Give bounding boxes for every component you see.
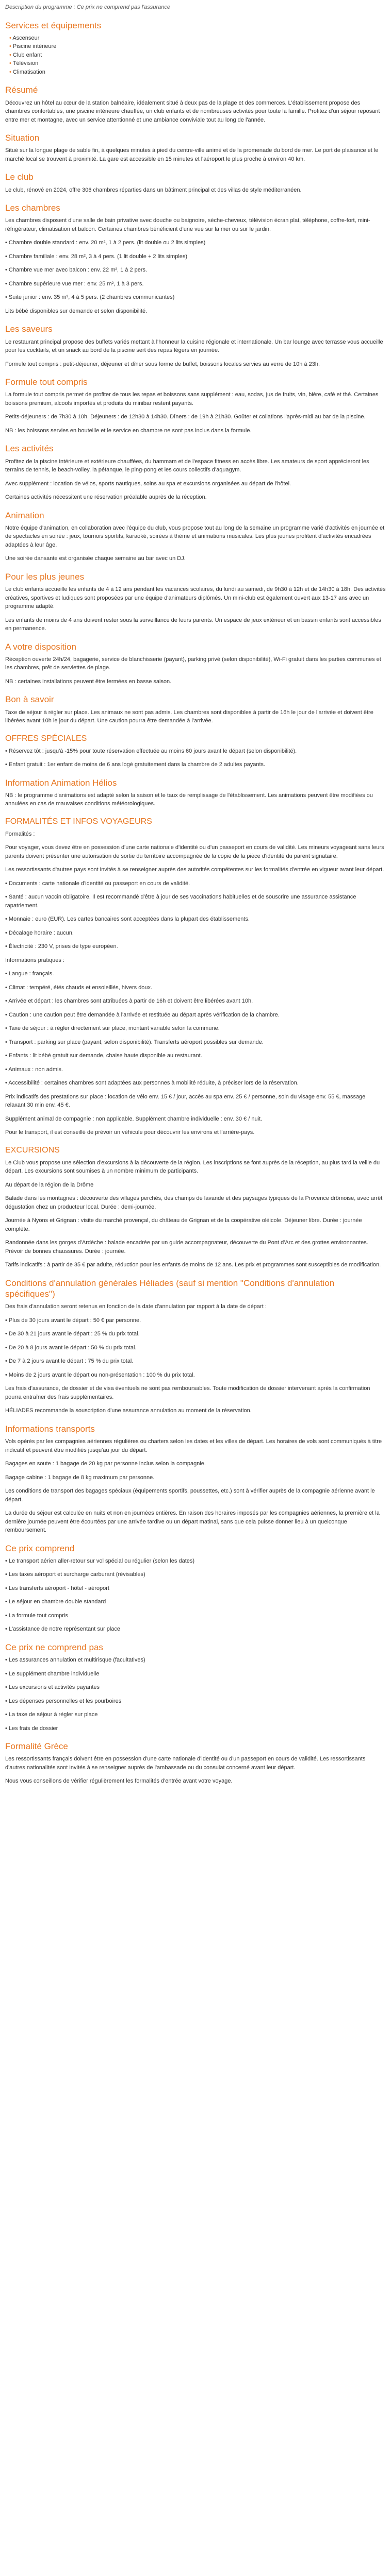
- section-paragraph: • Les excursions et activités payantes: [5, 1684, 100, 1690]
- section-16: [5, 1278, 386, 1415]
- section-17: [5, 1423, 386, 1535]
- section-paragraph: • Enfant gratuit : 1er enfant de moins de 6 ans logé gratuitement dans la chambre de 2 adultes payants.: [5, 761, 266, 768]
- amenity-item: • Climatisation: [9, 68, 386, 77]
- section-18: [5, 1543, 386, 1634]
- section-paragraph: • Caution : une caution peut être demandée à l'arrivée et restituée au départ après vérification de la chambre.: [5, 1011, 280, 1018]
- section-paragraph: Prix indicatifs des prestations sur place : location de vélo env. 15 € / jour, accès au spa env. 25 € / personne, soin du visage env. 55 €, massage relaxant 30 min env. 45 €.: [5, 1093, 366, 1109]
- section-paragraph: • Chambre supérieure vue mer : env. 25 m², 1 à 3 pers.: [5, 280, 144, 287]
- section-paragraph: Les conditions de transport des bagages spéciaux (équipements sportifs, poussettes, etc.) sont à vérifier auprès de la compagnie aérienne avant le départ.: [5, 1488, 375, 1503]
- section-title: A votre disposition: [5, 641, 76, 652]
- section-paragraph: Randonnée dans les gorges d'Ardèche : balade encadrée par un guide accompagnateur, découverte du Pont d'Arc et des grottes environnantes. Prévoir de bonnes chaussures. Durée : journée.: [5, 1240, 368, 1255]
- section-paragraph: Une soirée dansante est organisée chaque semaine au bar avec un DJ.: [5, 555, 186, 562]
- section-5: [5, 324, 386, 368]
- section-paragraph: • Les taxes aéroport et surcharge carburant (révisables): [5, 1571, 145, 1578]
- section-paragraph: • Les dépenses personnelles et les pourboires: [5, 1698, 122, 1704]
- section-paragraph: Pour voyager, vous devez être en possession d'une carte nationale d'identité ou d'un passeport en cours de validité. Les mineurs voyageant sans leurs parents doivent présenter une autorisation de sortie du territoire accompagnée de la copie de la pièce d'identité du parent signataire.: [5, 844, 384, 859]
- section-13: [5, 777, 386, 808]
- section-title: FORMALITÉS ET INFOS VOYAGEURS: [5, 817, 152, 826]
- section-paragraph: Lits bébé disponibles sur demande et selon disponibilité.: [5, 308, 148, 314]
- section-paragraph: • Le séjour en chambre double standard: [5, 1599, 106, 1605]
- section-paragraph: • Accessibilité : certaines chambres sont adaptées aux personnes à mobilité réduite, à préciser lors de la réservation.: [5, 1080, 299, 1087]
- amenity-list: [9, 34, 386, 77]
- section-paragraph: • Le supplément chambre individuelle: [5, 1670, 100, 1677]
- section-paragraph: Les frais d'assurance, de dossier et de visa éventuels ne sont pas remboursables. Toute modification de dossier intervenant après la confirmation pourra entraîner des frais supplémentaires.: [5, 1385, 370, 1400]
- section-paragraph: • Les transferts aéroport - hôtel - aéroport: [5, 1585, 109, 1591]
- section-paragraph: Les enfants de moins de 4 ans doivent rester sous la surveillance de leurs parents. Un espace de jeux extérieur et un bassin enfants sont accessibles en permanence.: [5, 617, 381, 632]
- section-6: [5, 377, 386, 435]
- section-paragraph: • Les assurances annulation et multirisque (facultatives): [5, 1657, 145, 1663]
- section-paragraph: • Chambre double standard : env. 20 m², 1 à 2 pers. (lit double ou 2 lits simples): [5, 240, 206, 246]
- section-paragraph: Au départ de la région de la Drôme: [5, 1181, 94, 1188]
- section-paragraph: Journée à Nyons et Grignan : visite du marché provençal, du château de Grignan et de la coopérative oléicole. Déjeuner libre. Durée : journée complète.: [5, 1217, 362, 1232]
- section-paragraph: • Documents : carte nationale d'identité ou passeport en cours de validité.: [5, 880, 190, 887]
- section-paragraph: • Le transport aérien aller-retour sur vol spécial ou régulier (selon les dates): [5, 1557, 195, 1564]
- section-3: [5, 172, 386, 194]
- section-title: Formalité Grèce: [5, 1741, 68, 1751]
- section-20: [5, 1741, 386, 1786]
- section-paragraph: NB : certaines installations peuvent être fermées en basse saison.: [5, 678, 172, 685]
- section-paragraph: Bagages en soute : 1 bagage de 20 kg par personne inclus selon la compagnie.: [5, 1461, 206, 1467]
- section-title: EXCURSIONS: [5, 1145, 60, 1155]
- section-0: [5, 20, 386, 77]
- section-paragraph: Avec supplément : location de vélos, sports nautiques, soins au spa et excursions organisées au départ de l'hôtel.: [5, 480, 291, 487]
- section-paragraph: Réception ouverte 24h/24, bagagerie, service de blanchisserie (payant), parking privé (selon disponibilité), Wi-Fi gratuit dans les parties communes et les chambres, prêt de serviettes de plage.: [5, 656, 381, 671]
- section-title: Le club: [5, 172, 34, 182]
- section-title: Ce prix ne comprend pas: [5, 1642, 103, 1652]
- section-paragraph: Supplément animal de compagnie : non applicable. Supplément chambre individuelle : env. 30 € / nuit.: [5, 1115, 263, 1122]
- section-1: [5, 84, 386, 124]
- section-paragraph: • Chambre vue mer avec balcon : env. 22 m², 1 à 2 pers.: [5, 267, 148, 274]
- section-title: Informations transports: [5, 1423, 95, 1434]
- section-paragraph: La durée du séjour est calculée en nuits et non en journées entières. En raison des horaires imposés par les compagnies aériennes, la première et la dernière journée peuvent être écourtées par une arrivée tardive ou un départ matinal, sans que cela puisse donner lieu à un quelconque remboursement.: [5, 1510, 380, 1533]
- section-paragraph: Taxe de séjour à régler sur place. Les animaux ne sont pas admis. Les chambres sont disponibles à partir de 16h le jour de l'arrivée et doivent être libérées avant 10h le jour du départ. Une caution pourra être demandée à l'arrivée.: [5, 709, 373, 724]
- section-title: Conditions d'annulation générales Héliades (sauf si mention "Conditions d'annulation spécifiques"): [5, 1278, 335, 1299]
- section-title: OFFRES SPÉCIALES: [5, 734, 87, 743]
- section-10: [5, 641, 386, 686]
- section-paragraph: Les chambres disposent d'une salle de bain privative avec douche ou baignoire, sèche-cheveux, télévision écran plat, téléphone, coffre-fort, mini-réfrigérateur, climatisation et balcon. Certaines chambres bénéficient d'une vue sur la mer ou sur le jardin.: [5, 217, 370, 232]
- section-paragraph: • Réservez tôt : jusqu'à -15% pour toute réservation effectuée au moins 60 jours avant le départ (selon disponibilité).: [5, 748, 297, 754]
- section-paragraph: • Enfants : lit bébé gratuit sur demande, chaise haute disponible au restaurant.: [5, 1053, 202, 1059]
- amenity-item: • Club enfant: [9, 51, 386, 60]
- section-title: Animation: [5, 510, 44, 520]
- top-note: Description du programme : Ce prix ne comprend pas l'assurance: [5, 4, 171, 10]
- section-paragraph: Bagage cabine : 1 bagage de 8 kg maximum par personne.: [5, 1474, 155, 1481]
- section-paragraph: • De 30 à 21 jours avant le départ : 25 % du prix total.: [5, 1331, 140, 1337]
- section-paragraph: NB : le programme d'animations est adapté selon la saison et le taux de remplissage de l'établissement. Les animations peuvent être modifiées ou annulées en cas de mauvaises conditions météorologiques.: [5, 792, 373, 807]
- section-title: Les saveurs: [5, 324, 53, 334]
- section-paragraph: Informations pratiques :: [5, 957, 64, 963]
- section-19: [5, 1642, 386, 1733]
- amenity-item: • Piscine intérieure: [9, 42, 386, 51]
- section-paragraph: NB : les boissons servies en bouteille et le service en chambre ne sont pas inclus dans la formule.: [5, 427, 252, 434]
- section-paragraph: Le restaurant principal propose des buffets variés mettant à l'honneur la cuisine régionale et internationale. Un bar lounge avec terrasse vous accueille pour les cocktails, et un snack au bord de la piscine sert des repas légers en journée.: [5, 338, 383, 353]
- section-paragraph: • Électricité : 230 V, prises de type européen.: [5, 943, 118, 950]
- section-paragraph: • Transport : parking sur place (payant, selon disponibilité). Transferts aéroport possibles sur demande.: [5, 1039, 264, 1045]
- section-paragraph: Formule tout compris : petit-déjeuner, déjeuner et dîner sous forme de buffet, boissons locales servies au verre de 10h à 23h.: [5, 361, 320, 367]
- section-title: Ce prix comprend: [5, 1543, 75, 1553]
- section-paragraph: • Les frais de dossier: [5, 1725, 58, 1732]
- section-2: [5, 132, 386, 163]
- section-paragraph: • Langue : français.: [5, 971, 54, 977]
- section-paragraph: • Animaux : non admis.: [5, 1066, 63, 1073]
- section-title: Résumé: [5, 85, 38, 95]
- section-paragraph: • Taxe de séjour : à régler directement sur place, montant variable selon la commune.: [5, 1025, 220, 1032]
- section-paragraph: Découvrez un hôtel au cœur de la station balnéaire, idéalement situé à deux pas de la plage et des commerces. L'établissement propose des chambres confortables, une piscine intérieure chauffée, un club enfants et de nombreuses activités pour toute la famille. Profitez d'un séjour reposant entre mer et montagne, avec un service attentionné et une ambiance conviviale tout au long de l'année.: [5, 99, 380, 123]
- section-paragraph: Les ressortissants d'autres pays sont invités à se renseigner auprès des autorités compétentes sur les formalités d'entrée en vigueur avant leur départ.: [5, 867, 384, 873]
- section-title: Services et équipements: [5, 20, 102, 30]
- section-paragraph: HÉLIADES recommande la souscription d'une assurance annulation au moment de la réservation.: [5, 1408, 252, 1414]
- section-paragraph: • De 7 à 2 jours avant le départ : 75 % du prix total.: [5, 1358, 134, 1365]
- amenity-item: • Télévision: [9, 59, 386, 68]
- section-paragraph: • Moins de 2 jours avant le départ ou non-présentation : 100 % du prix total.: [5, 1371, 195, 1378]
- section-paragraph: • Climat : tempéré, étés chauds et ensoleillés, hivers doux.: [5, 984, 153, 991]
- section-paragraph: Vols opérés par les compagnies aériennes régulières ou charters selon les dates et les villes de départ. Les horaires de vols sont communiqués à titre indicatif et peuvent être modifiés jusqu'au jour du départ.: [5, 1438, 382, 1453]
- section-paragraph: • Décalage horaire : aucun.: [5, 929, 74, 936]
- section-paragraph: Les ressortissants français doivent être en possession d'une carte nationale d'identité ou d'un passeport en cours de validité. Les ressortissants d'autres nationalités sont invités à se renseigner auprès de l'ambassade ou du consulat concerné avant leur départ.: [5, 1756, 366, 1771]
- section-paragraph: • Chambre familiale : env. 28 m², 3 à 4 pers. (1 lit double + 2 lits simples): [5, 253, 188, 260]
- section-title: Situation: [5, 133, 40, 143]
- section-4: [5, 202, 386, 315]
- section-paragraph: • La formule tout compris: [5, 1612, 68, 1619]
- section-paragraph: Pour le transport, il est conseillé de prévoir un véhicule pour découvrir les environs et l'arrière-pays.: [5, 1129, 255, 1136]
- section-paragraph: Des frais d'annulation seront retenus en fonction de la date d'annulation par rapport à la date de départ :: [5, 1303, 267, 1310]
- section-7: [5, 443, 386, 501]
- section-title: Information Animation Hélios: [5, 777, 117, 788]
- section-paragraph: • Plus de 30 jours avant le départ : 50 € par personne.: [5, 1317, 141, 1324]
- section-paragraph: Le club, rénové en 2024, offre 306 chambres réparties dans un bâtiment principal et des villas de style méditerranéen.: [5, 187, 302, 193]
- section-title: Pour les plus jeunes: [5, 571, 85, 582]
- section-title: Bon à savoir: [5, 694, 54, 705]
- section-paragraph: • Santé : aucun vaccin obligatoire. Il est recommandé d'être à jour de ses vaccinations habituelles et de souscrire une assurance assistance rapatriement.: [5, 894, 356, 909]
- section-12: [5, 734, 386, 769]
- section-title: Les chambres: [5, 203, 60, 213]
- section-8: [5, 510, 386, 563]
- section-paragraph: • De 20 à 8 jours avant le départ : 50 % du prix total.: [5, 1344, 137, 1351]
- section-11: [5, 694, 386, 725]
- section-paragraph: La formule tout compris permet de profiter de tous les repas et boissons sans supplément : eau, sodas, jus de fruits, vin, bière, café et thé. Certaines boissons premium, alcools importés et produits du minibar restent payants.: [5, 392, 379, 406]
- section-paragraph: • Arrivée et départ : les chambres sont attribuées à partir de 16h et doivent être libérées avant 10h.: [5, 998, 253, 1005]
- section-paragraph: Profitez de la piscine intérieure et extérieure chauffées, du hammam et de l'espace fitness en accès libre. Les amateurs de sport apprécieront les terrains de tennis, le beach-volley, la pétanque, le ping-pong et les cours collectifs d'aquagym.: [5, 458, 369, 473]
- section-paragraph: • La taxe de séjour à régler sur place: [5, 1711, 98, 1718]
- section-15: [5, 1145, 386, 1269]
- section-paragraph: • L'assistance de notre représentant sur place: [5, 1626, 121, 1633]
- section-paragraph: Balade dans les montagnes : découverte des villages perchés, des champs de lavande et des paysages typiques de la Provence drômoise, avec arrêt dégustation chez un producteur local. Durée : demi-journée.: [5, 1195, 383, 1210]
- section-paragraph: Certaines activités nécessitent une réservation préalable auprès de la réception.: [5, 494, 207, 500]
- section-paragraph: Situé sur la longue plage de sable fin, à quelques minutes à pied du centre-ville animé et de la promenade du bord de mer. Le port de plaisance et le marché local se trouvent à proximité. La gare est accessible en 15 minutes et l'aéroport le plus proche à environ 40 km.: [5, 147, 379, 162]
- section-paragraph: Tarifs indicatifs : à partir de 35 € par adulte, réduction pour les enfants de moins de 12 ans. Les prix et programmes sont susceptibles de modification.: [5, 1262, 381, 1268]
- section-paragraph: • Monnaie : euro (EUR). Les cartes bancaires sont acceptées dans la plupart des établissements.: [5, 916, 250, 923]
- section-paragraph: Formalités :: [5, 831, 35, 837]
- section-9: [5, 571, 386, 633]
- section-paragraph: Le club enfants accueille les enfants de 4 à 12 ans pendant les vacances scolaires, du lundi au samedi, de 9h30 à 12h et de 14h30 à 18h. Des activités créatives, sportives et ludiques sont proposées par une équipe d'animateurs diplômés. Un mini-club est également ouvert aux 13-17 ans avec un programme adapté.: [5, 586, 386, 609]
- section-title: Formule tout compris: [5, 377, 88, 387]
- amenity-item: • Ascenseur: [9, 34, 386, 43]
- section-paragraph: Petits-déjeuners : de 7h30 à 10h. Déjeuners : de 12h30 à 14h30. Dîners : de 19h à 21h30. Goûter et collations l'après-midi au bar de la piscine.: [5, 414, 366, 420]
- section-paragraph: Notre équipe d'animation, en collaboration avec l'équipe du club, vous propose tout au long de la semaine un programme varié d'activités en journée et de spectacles en soirée : jeux, tournois sportifs, karaoké, soirées à thème et animations musicales. Les plus jeunes profitent d'activités encadrées adaptées à leur âge.: [5, 524, 385, 548]
- section-14: [5, 817, 386, 1137]
- section-title: Les activités: [5, 444, 54, 454]
- sections-container: [5, 20, 386, 1786]
- section-paragraph: Le Club vous propose une sélection d'excursions à la découverte de la région. Les inscriptions se font auprès de la réception, au plus tard la veille du départ. Les excursions sont soumises à un nombre minimum de participants.: [5, 1159, 380, 1175]
- section-paragraph: • Suite junior : env. 35 m², 4 à 5 pers. (2 chambres communicantes): [5, 294, 175, 301]
- section-paragraph: Nous vous conseillons de vérifier régulièrement les formalités d'entrée avant votre voyage.: [5, 1778, 233, 1785]
